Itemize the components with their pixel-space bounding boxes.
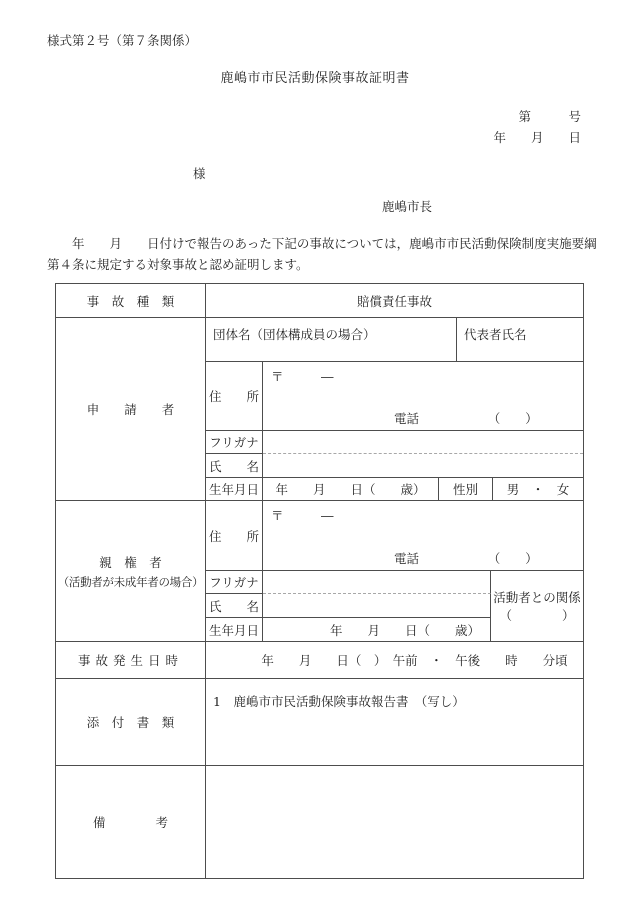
guardian-label-line1: 親 権 者 (99, 554, 162, 570)
page-title: 鹿嶋市市民活動保険事故証明書 (220, 71, 410, 86)
addressee-suffix: 様 (193, 166, 206, 181)
accident-type-value: 賠償責任事故 (206, 284, 583, 318)
guardian-address-label: 住 所 (206, 501, 263, 571)
guardian-birth-label: 生年月日 (206, 618, 263, 642)
guardian-label (56, 501, 206, 642)
attachments-label: 添 付 書 類 (56, 679, 206, 766)
applicant-name-field (263, 454, 583, 478)
applicant-postal-mark: 〒 ― (271, 369, 334, 384)
guardian-label-line2: （活動者が未成年者の場合） (57, 574, 204, 589)
accident-type-label: 事 故 種 類 (56, 284, 206, 318)
body-text-line1: 年 月 日付けで報告のあった下記の事故については，鹿嶋市市民活動保険制度実施要綱 (47, 236, 597, 251)
guardian-postal-mark: 〒 ― (271, 508, 334, 523)
applicant-phone-field: 電話 （ ） (394, 411, 538, 426)
certificate-table (55, 283, 584, 879)
applicant-furigana-field (263, 431, 583, 454)
applicant-address-field (263, 362, 583, 431)
date-line: 年 月 日 (493, 130, 581, 145)
attachments-field: 1 鹿嶋市市民活動保険事故報告書 （写し） (206, 679, 583, 766)
applicant-org-name-field: 団体名（団体構成員の場合） (206, 318, 457, 362)
guardian-name-field (263, 594, 491, 618)
body-text-line2: 第４条に規定する対象事故と認め証明します。 (47, 257, 309, 272)
remarks-label: 備 考 (56, 766, 206, 878)
applicant-birth-field: 年 月 日（ 歳） (263, 478, 439, 501)
guardian-furigana-label: フリガナ (206, 571, 263, 594)
form-number: 様式第２号（第７条関係） (47, 33, 198, 48)
guardian-name-label: 氏 名 (206, 594, 263, 618)
guardian-relation-cell (491, 571, 583, 642)
guardian-birth-field: 年 月 日（ 歳） (263, 618, 491, 642)
applicant-name-label: 氏 名 (206, 454, 263, 478)
applicant-furigana-label: フリガナ (206, 431, 263, 454)
accident-datetime-label: 事故発生日時 (56, 642, 206, 679)
sender-name: 鹿嶋市長 (382, 199, 433, 214)
guardian-furigana-field (263, 571, 491, 594)
guardian-address-field (263, 501, 583, 571)
accident-datetime-field: 年 月 日（ ） 午前 ・ 午後 時 分頃 (206, 642, 583, 679)
applicant-label: 申 請 者 (56, 318, 206, 501)
doc-number-line: 第 号 (518, 109, 581, 124)
guardian-phone-field: 電話 （ ） (394, 551, 538, 566)
applicant-birth-label: 生年月日 (206, 478, 263, 501)
applicant-sex-label: 性別 (439, 478, 493, 501)
applicant-rep-name-field: 代表者氏名 (457, 318, 583, 362)
applicant-address-label: 住 所 (206, 362, 263, 431)
guardian-relation-label: 活動者との関係 (493, 590, 581, 605)
guardian-relation-paren: （ ） (499, 608, 575, 623)
applicant-sex-field: 男 ・ 女 (493, 478, 583, 501)
remarks-field (206, 766, 583, 878)
